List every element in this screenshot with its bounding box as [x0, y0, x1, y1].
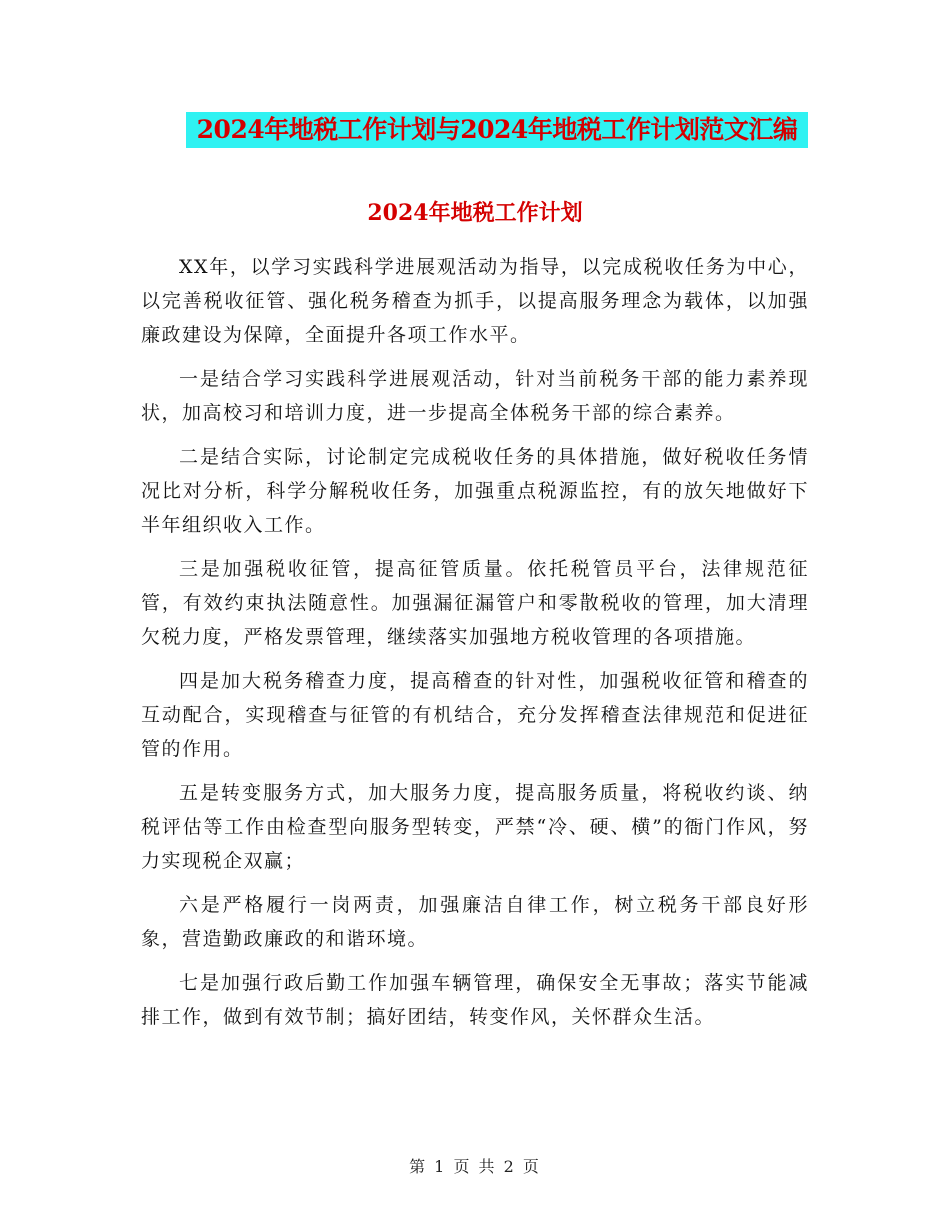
- paragraph-item-6: 六是严格履行一岗两责，加强廉洁自律工作，树立税务干部良好形象，营造勤政廉政的和谐环境。: [141, 894, 809, 950]
- document-body: [141, 250, 809, 1044]
- section-title: 2024年地税工作计划: [367, 200, 583, 226]
- paragraph-item-3: 三是加强税收征管，提高征管质量。依托税管员平台，法律规范征管，有效约束执法随意性。加强漏征漏管户和零散税收的管理，加大清理欠税力度，严格发票管理，继续落实加强地方税收管理的各项措施。: [141, 558, 809, 648]
- paragraph-item-2: 二是结合实际，讨论制定完成税收任务的具体措施，做好税收任务情况比对分析，科学分解税收任务，加强重点税源监控，有的放矢地做好下半年组织收入工作。: [141, 446, 809, 536]
- paragraph-item-7: 七是加强行政后勤工作加强车辆管理，确保安全无事故；落实节能减排工作，做到有效节制；搞好团结，转变作风，关怀群众生活。: [141, 972, 809, 1028]
- paragraph-item-5: 五是转变服务方式，加大服务力度，提高服务质量，将税收约谈、纳税评估等工作由检查型向服务型转变，严禁“冷、硬、横”的衙门作风，努力实现税企双赢；: [141, 782, 809, 872]
- paragraph-item-4: 四是加大税务稽查力度，提高稽查的针对性，加强税收征管和稽查的互动配合，实现稽查与征管的有机结合，充分发挥稽查法律规范和促进征管的作用。: [141, 670, 809, 760]
- paragraph-item-1: 一是结合学习实践科学进展观活动，针对当前税务干部的能力素养现状，加高校习和培训力度，进一步提高全体税务干部的综合素养。: [141, 368, 809, 424]
- paragraph-intro: XX年，以学习实践科学进展观活动为指导，以完成税收任务为中心，以完善税收征管、强化税务稽查为抓手，以提高服务理念为载体，以加强廉政建设为保障，全面提升各项工作水平。: [141, 256, 809, 346]
- page-number-footer: 第 1 页 共 2 页: [409, 1157, 541, 1176]
- document-title: 2024年地税工作计划与2024年地税工作计划范文汇编: [186, 112, 808, 148]
